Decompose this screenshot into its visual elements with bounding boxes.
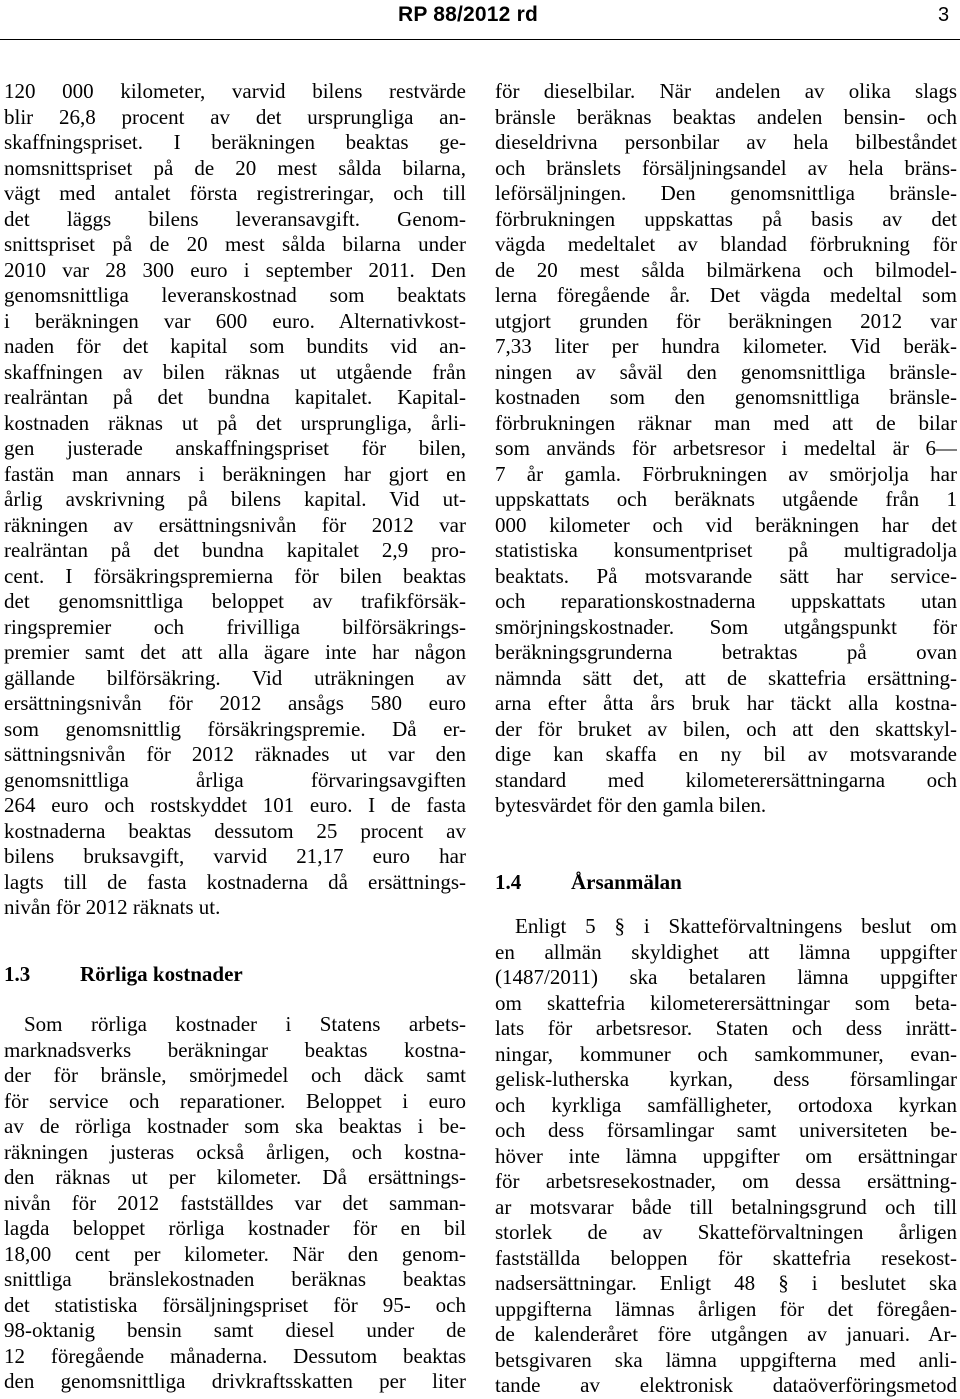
text-line: om skattefria kilometerersättningar som beta- — [495, 990, 957, 1015]
text-line: kostnaden räknas ut på det ursprungliga, årli- — [4, 410, 466, 435]
text-line: arna efter åtta års bruk har täckt alla kostna- — [495, 691, 957, 715]
text-line: bränsle beräknas beaktas andelen bensin- och — [495, 104, 957, 129]
section-title: Årsanmälan — [571, 870, 682, 894]
text-line: snittliga bränslekostnaden beräknas beaktas — [4, 1267, 466, 1291]
text-line: fastställda beloppen för skattefria resekost- — [495, 1245, 957, 1270]
text-line: betsgivaren ska lämna uppgifterna med anli- — [495, 1347, 957, 1372]
text-line: skaffningen av bilen räknas ut utgående från — [4, 359, 466, 384]
section-heading — [4, 960, 466, 988]
section-number: 1.4 — [495, 870, 522, 894]
text-line: räkningen av ersättningsnivån för 2012 var — [4, 512, 466, 537]
text-line: 120 000 kilometer, varvid bilens restvärde — [4, 79, 466, 103]
text-line: 98-oktanig bensin samt diesel under de — [4, 1318, 466, 1342]
text-line: årlig avskrivning på bilens kapital. Vid ut- — [4, 487, 466, 511]
text-line: uppskattats och beräknats utgående från 1 — [495, 487, 957, 511]
text-line: av de rörliga kostnader som ska beaktas i be- — [4, 1114, 466, 1138]
text-line: lagda beloppet rörliga kostnader för en bil — [4, 1216, 466, 1240]
text-line: lerna föregående år. Det vägda medeltal som — [495, 283, 957, 307]
right-column — [495, 79, 957, 1399]
text-line: nämnda sätt det, att de skattefria ersättning- — [495, 665, 957, 690]
text-line: det statistiska försäljningspriset för 95- och — [4, 1292, 466, 1317]
text-line: nivån för 2012 fastställdes var det samman- — [4, 1190, 466, 1215]
section-heading — [495, 868, 957, 896]
page-number: 3 — [938, 4, 950, 26]
section-title: Rörliga kostnader — [80, 962, 243, 986]
document-id: RP 88/2012 rd — [398, 3, 538, 26]
text-line: tande av elektronisk dataöverföringsmetod — [495, 1373, 957, 1397]
text-line: 18,00 cent per kilometer. När den genom- — [4, 1241, 466, 1266]
text-line: smörjningskostnader. Som utgångspunkt för — [495, 614, 957, 639]
text-line: den räknas ut per kilometer. Då ersättnings- — [4, 1165, 466, 1189]
text-line: vägt med antalet första registreringar, och till — [4, 181, 466, 205]
text-line: der för bruket av bilen, och att den skattskyl- — [495, 716, 957, 741]
text-line: ersättningsnivån för 2012 ansågs 580 euro — [4, 691, 466, 715]
text-line: 7,33 liter per hundra kilometer. Vid beräk- — [495, 334, 957, 358]
text-line: och kyrkliga samfälligheter, ortodoxa kyrkan — [495, 1092, 957, 1117]
text-line: nadsersättningar. Enligt 48 § i beslutet ska — [495, 1271, 957, 1295]
text-line: lagts till de fasta kostnaderna då ersättnings- — [4, 869, 466, 894]
text-line: det genomsnittliga beloppet av trafikförsäk- — [4, 589, 466, 613]
text-line: 7 år gamla. Förbrukningen av smörjolja har — [495, 461, 957, 486]
text-line: förbrukningen uppskattas på basis av det — [495, 206, 957, 231]
text-line: kostnaderna beaktas dessutom 25 procent av — [4, 818, 466, 843]
text-line: blir 26,8 procent av det ursprungliga an- — [4, 104, 466, 129]
text-line: för service och reparationer. Beloppet i euro — [4, 1088, 466, 1113]
text-line: dige kan skaffa en ny bil av motsvarande — [495, 742, 957, 766]
text-line: beräkningsgrunderna betraktas på ovan — [495, 640, 957, 664]
text-line: skaffningspriset. I beräkningen beaktas ge- — [4, 130, 466, 154]
text-line: Som rörliga kostnader i Statens arbets- — [24, 1012, 466, 1036]
text-line: 000 kilometer och vid beräkningen har det — [495, 512, 957, 537]
text-line: realräntan på det bundna kapitalet 2,9 pro- — [4, 538, 466, 562]
header-rule — [0, 39, 960, 40]
text-line: som genomsnittlig försäkringspremie. Då er- — [4, 716, 466, 741]
paragraph — [4, 1012, 466, 1395]
text-line: utgjort grunden för beräkningen 2012 var — [495, 308, 957, 333]
text-line: Enligt 5 § i Skatteförvaltningens beslut om — [515, 914, 957, 938]
paragraph — [495, 914, 957, 1399]
text-line: 2010 var 28 300 euro i september 2011. Den — [4, 257, 466, 282]
text-line: sättningsnivån för 2012 räknades ut var den — [4, 742, 466, 766]
text-line: nivån för 2012 räknats ut. — [4, 895, 221, 919]
text-line: för dieselbilar. När andelen av olika slags — [495, 79, 957, 103]
text-line: bytesvärdet för den gamla bilen. — [495, 793, 767, 817]
text-line: förbrukningen räknar man med att de bilar — [495, 410, 957, 435]
text-line: beaktats. På motsvarande sätt har service- — [495, 563, 957, 588]
text-line: dieseldrivna personbilar av hela bilbeståndet — [495, 130, 957, 154]
text-line: snittspriset på de 20 mest sålda bilarna under — [4, 232, 466, 256]
text-line: en allmän skyldighet att lämna uppgifter — [495, 939, 957, 964]
text-line: statistiska konsumentpriset på multigradolja — [495, 538, 957, 562]
text-line: ningar, kommuner och samkommuner, evan- — [495, 1041, 957, 1066]
text-line: leförsäljningen. Den genomsnittliga bränsle- — [495, 181, 957, 205]
text-line: der för bränsle, smörjmedel och däck samt — [4, 1063, 466, 1087]
text-line: genomsnittliga leveranskostnad som beaktats — [4, 283, 466, 307]
text-line: gällande bilförsäkring. Vid uträkningen av — [4, 665, 466, 690]
text-line: de 20 mest sålda bilmärkena och bilmodel- — [495, 257, 957, 282]
text-line: som används för arbetsresor i medeltal är 6— — [495, 436, 957, 460]
text-line: premier samt det att alla ägare inte har någon — [4, 640, 466, 664]
text-line: den genomsnittliga drivkraftsskatten per liter — [4, 1369, 466, 1393]
text-line: och reparationskostnaderna uppskattats utan — [495, 589, 957, 613]
text-line: storlek de av Skatteförvaltningen årligen — [495, 1220, 957, 1244]
text-line: realräntan på det bundna kapitalet. Kapital- — [4, 385, 466, 409]
text-line: cent. I försäkringspremierna för bilen beaktas — [4, 563, 466, 588]
text-line: ringspremier och frivilliga bilförsäkrings- — [4, 614, 466, 639]
page-header — [0, 0, 960, 40]
text-line: nomsnittspriset på de 20 mest sålda bilarna, — [4, 155, 466, 180]
text-line: genomsnittliga årliga förvaringsavgiften — [4, 767, 466, 792]
text-line: kostnaden som den genomsnittliga bränsle- — [495, 385, 957, 409]
text-line: ningen av såväl den genomsnittliga bränsle- — [495, 359, 957, 384]
text-line: standard med kilometerersättningarna och — [495, 767, 957, 792]
text-line: naden för det kapital som bundits vid an- — [4, 334, 466, 358]
text-line: marknadsverks beräkningar beaktas kostna- — [4, 1037, 466, 1062]
section-number: 1.3 — [4, 962, 31, 986]
text-line: räkningen justeras också årligen, och kostna- — [4, 1139, 466, 1164]
text-line: gen justerade anskaffningspriset för bilen, — [4, 436, 466, 460]
text-line: höver inte lämna uppgifter om ersättningar — [495, 1143, 957, 1168]
text-line: uppgifterna lämnas årligen för det föregåen- — [495, 1296, 957, 1321]
text-line: de kalenderåret före utgången av januari. Ar- — [495, 1322, 957, 1346]
text-line: och bränslets försäljningsandel av hela bräns- — [495, 155, 957, 180]
text-line: 264 euro och rostskyddet 101 euro. I de fasta — [4, 793, 466, 817]
text-line: lats för arbetsresor. Staten och dess inrätt- — [495, 1016, 957, 1040]
text-line: 12 föregående månaderna. Dessutom beaktas — [4, 1343, 466, 1368]
text-line: gelisk-lutherska kyrkan, dess församlingar — [495, 1067, 957, 1091]
paragraph — [495, 79, 957, 819]
text-line: och dess församlingar samt universiteten be- — [495, 1118, 957, 1142]
text-line: bilens bruksavgift, varvid 21,17 euro har — [4, 844, 466, 868]
paragraph — [4, 79, 466, 921]
left-column — [4, 79, 466, 1395]
text-line: fastän man annars i beräkningen har gjort en — [4, 461, 466, 486]
text-line: vägda medeltalet av blandad förbrukning för — [495, 232, 957, 256]
text-line: i beräkningen var 600 euro. Alternativkost- — [4, 308, 466, 333]
text-line: ar motsvarar både till betalningsgrund och till — [495, 1194, 957, 1219]
text-line: (1487/2011) ska betalaren lämna uppgifter — [495, 965, 957, 989]
text-line: för arbetsresekostnader, om dessa ersättning- — [495, 1169, 957, 1193]
text-line: det läggs bilens leveransavgift. Genom- — [4, 206, 466, 231]
